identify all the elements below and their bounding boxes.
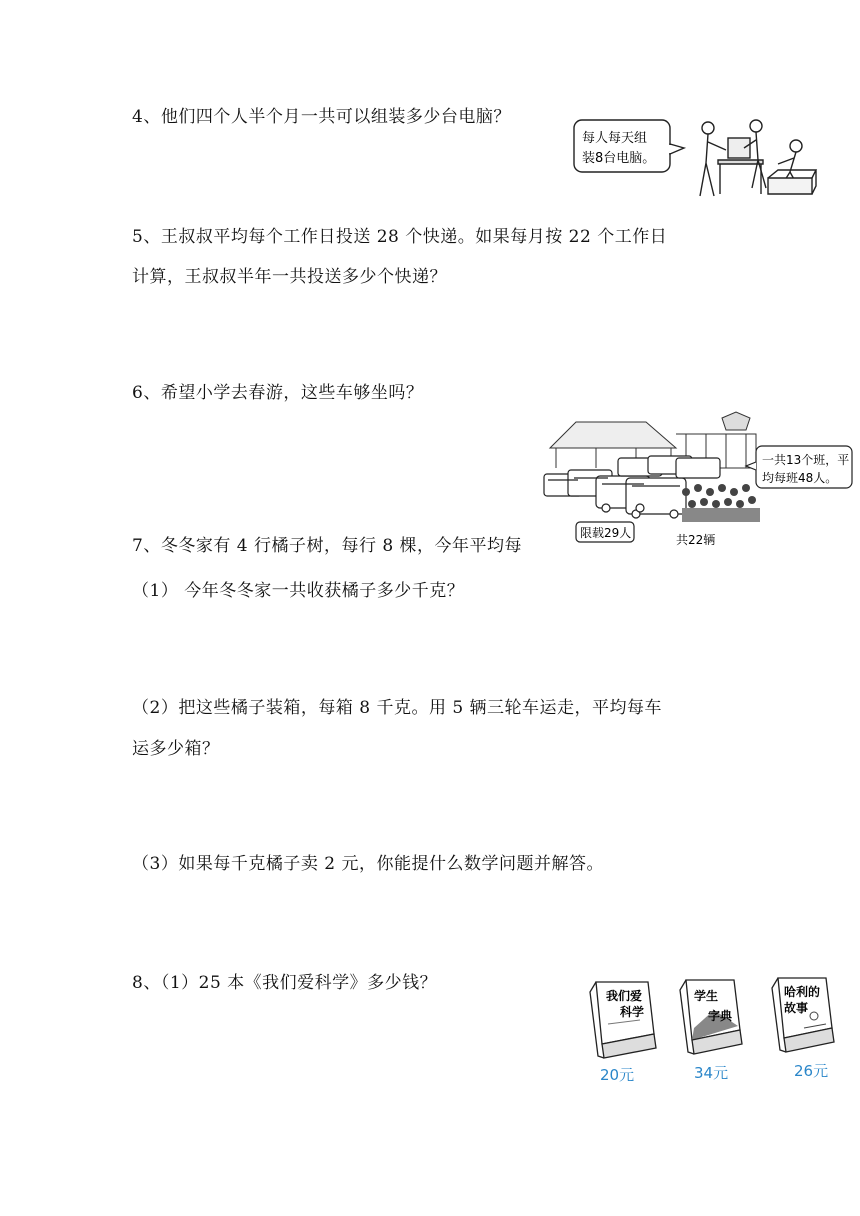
- workers-figures: [700, 120, 816, 196]
- question-7-part2-line2: 运多少箱？: [132, 739, 220, 759]
- question-6: 6、希望小学去春游，这些车够坐吗？: [132, 383, 424, 403]
- bus-limit-label: [576, 522, 634, 542]
- bus-bubble-line2: 均每班48人。: [762, 471, 838, 485]
- speech-bubble-workers: [574, 120, 684, 172]
- speech-bubble-bus: [746, 446, 852, 488]
- books-illustration: [582, 972, 856, 1088]
- workers-bubble-line1: 每人每天组: [582, 131, 648, 146]
- book-2-title-line1: 学生: [694, 989, 719, 1003]
- book-2-price: 34元: [694, 1064, 729, 1082]
- question-7: 7、冬冬家有 4 行橘子树，每行 8 棵，今年平均每: [132, 536, 523, 556]
- question-8-part1: 8、（1）25 本《我们爱科学》多少钱？: [132, 973, 438, 993]
- svg-text:限载29人: 限载29人: [580, 526, 632, 540]
- book-3-title-line2: 故事: [784, 1001, 809, 1015]
- question-7-part1: （1） 今年冬冬家一共收获橘子多少千克？: [132, 581, 465, 601]
- bus-total-label: 共22辆: [676, 533, 716, 547]
- book-1-title-line2: 科学: [620, 1005, 645, 1019]
- question-4: 4、他们四个人半个月一共可以组装多少台电脑？: [132, 107, 511, 127]
- question-7-part2-line1: （2）把这些橘子装箱，每箱 8 千克。用 5 辆三轮车运走，平均每车: [132, 698, 663, 718]
- workers-bubble-line2: 装8台电脑。: [582, 151, 656, 166]
- question-5-line2: 计算，王叔叔半年一共投送多少个快递？: [132, 267, 447, 287]
- book-3-title-line1: 哈利的: [784, 985, 821, 999]
- book-3: [772, 978, 834, 1080]
- workers-illustration: [568, 108, 818, 200]
- book-2-title-line2: 字典: [708, 1009, 733, 1023]
- bus-illustration: [536, 408, 860, 548]
- book-3-price: 26元: [794, 1062, 829, 1080]
- question-7-part3: （3）如果每千克橘子卖 2 元，你能提什么数学问题并解答。: [132, 854, 604, 874]
- bus-bubble-line1: 一共13个班，平: [762, 453, 850, 467]
- book-1-price: 20元: [600, 1066, 635, 1084]
- question-5-line1: 5、王叔叔平均每个工作日投送 28 个快递。如果每月按 22 个工作日: [132, 227, 668, 247]
- book-1-title-line1: 我们爱: [606, 989, 643, 1003]
- book-1: [590, 982, 656, 1084]
- book-2: [680, 980, 742, 1082]
